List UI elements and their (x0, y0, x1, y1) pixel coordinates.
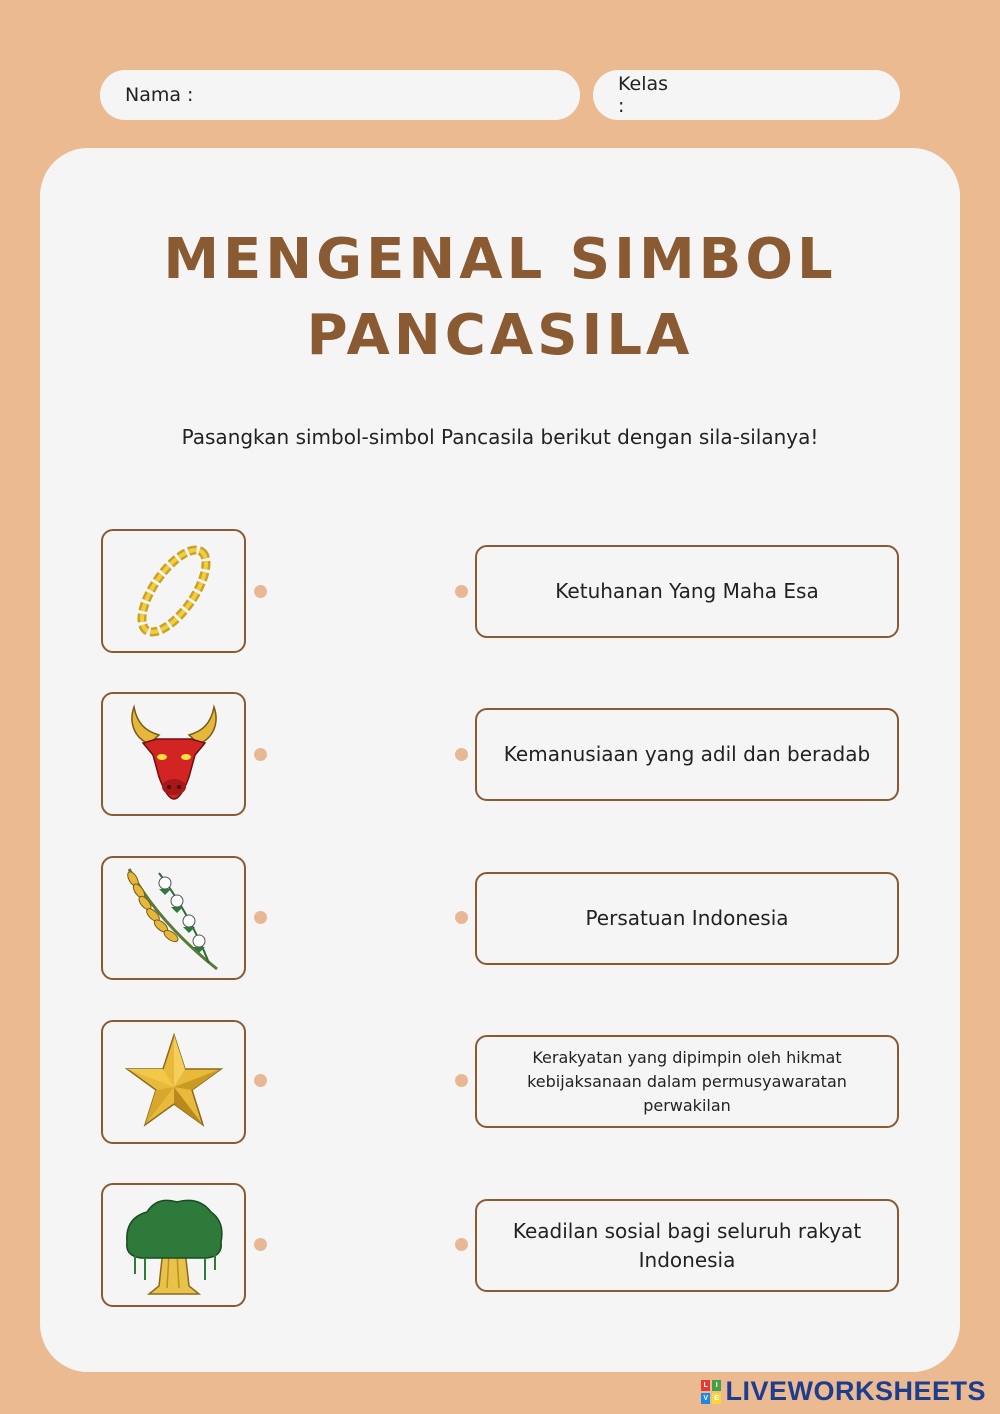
sila-box-5 (475, 1199, 899, 1292)
symbol-dot-1[interactable] (254, 585, 267, 598)
title-line-1: MENGENAL SIMBOL (163, 227, 837, 292)
sila-text-5: Keadilan sosial bagi seluruh rakyat Indonesia (512, 1218, 862, 1272)
logo-letter-i: I (712, 1380, 721, 1391)
rice-cotton-icon (119, 863, 229, 973)
name-input[interactable] (199, 74, 580, 116)
title-line-2: PANCASILA (306, 303, 694, 368)
name-label: Nama : (125, 84, 194, 106)
symbol-dot-2[interactable] (254, 748, 267, 761)
sila-box-2 (475, 708, 899, 801)
liveworksheets-logo[interactable] (701, 1376, 986, 1407)
sila-dot-2[interactable] (455, 748, 468, 761)
sila-dot-4[interactable] (455, 1074, 468, 1087)
sila-box-3 (475, 872, 899, 965)
liveworksheets-mark-icon (701, 1380, 721, 1404)
sila-dot-5[interactable] (455, 1238, 468, 1251)
class-input[interactable] (674, 74, 903, 116)
symbol-box-bull (101, 692, 246, 816)
symbol-dot-4[interactable] (254, 1074, 267, 1087)
sila-text-2: Kemanusiaan yang adil dan beradab (503, 742, 871, 766)
sila-box-1 (475, 545, 899, 638)
name-field (100, 70, 580, 120)
instruction-text: Pasangkan simbol-simbol Pancasila berikut dengan sila-silanya! (181, 425, 819, 449)
class-label: Kelas : (618, 73, 669, 117)
banyan-tree-icon (119, 1190, 229, 1300)
worksheet-title (0, 222, 1000, 374)
logo-letter-e: E (714, 1394, 720, 1402)
symbol-box-banyan (101, 1183, 246, 1307)
symbol-box-star (101, 1020, 246, 1144)
liveworksheets-brand: LIVEWORKSHEETS (725, 1376, 986, 1406)
sila-text-3: Persatuan Indonesia (585, 906, 789, 930)
sila-dot-1[interactable] (455, 585, 468, 598)
logo-letter-v: V (703, 1394, 709, 1402)
sila-text-4: Kerakyatan yang dipimpin oleh hikmat kebijaksanaan dalam permusyawaratan perwakilan (527, 1047, 847, 1115)
sila-text-1: Ketuhanan Yang Maha Esa (555, 579, 819, 603)
symbol-dot-5[interactable] (254, 1238, 267, 1251)
logo-letter-l: L (701, 1380, 710, 1391)
sila-box-4 (475, 1035, 899, 1128)
symbol-box-rice-cotton (101, 856, 246, 980)
bull-head-icon (119, 699, 229, 809)
symbol-dot-3[interactable] (254, 911, 267, 924)
star-icon (119, 1027, 229, 1137)
chain-icon (119, 536, 229, 646)
class-field (593, 70, 900, 120)
sila-dot-3[interactable] (455, 911, 468, 924)
symbol-box-chain (101, 529, 246, 653)
